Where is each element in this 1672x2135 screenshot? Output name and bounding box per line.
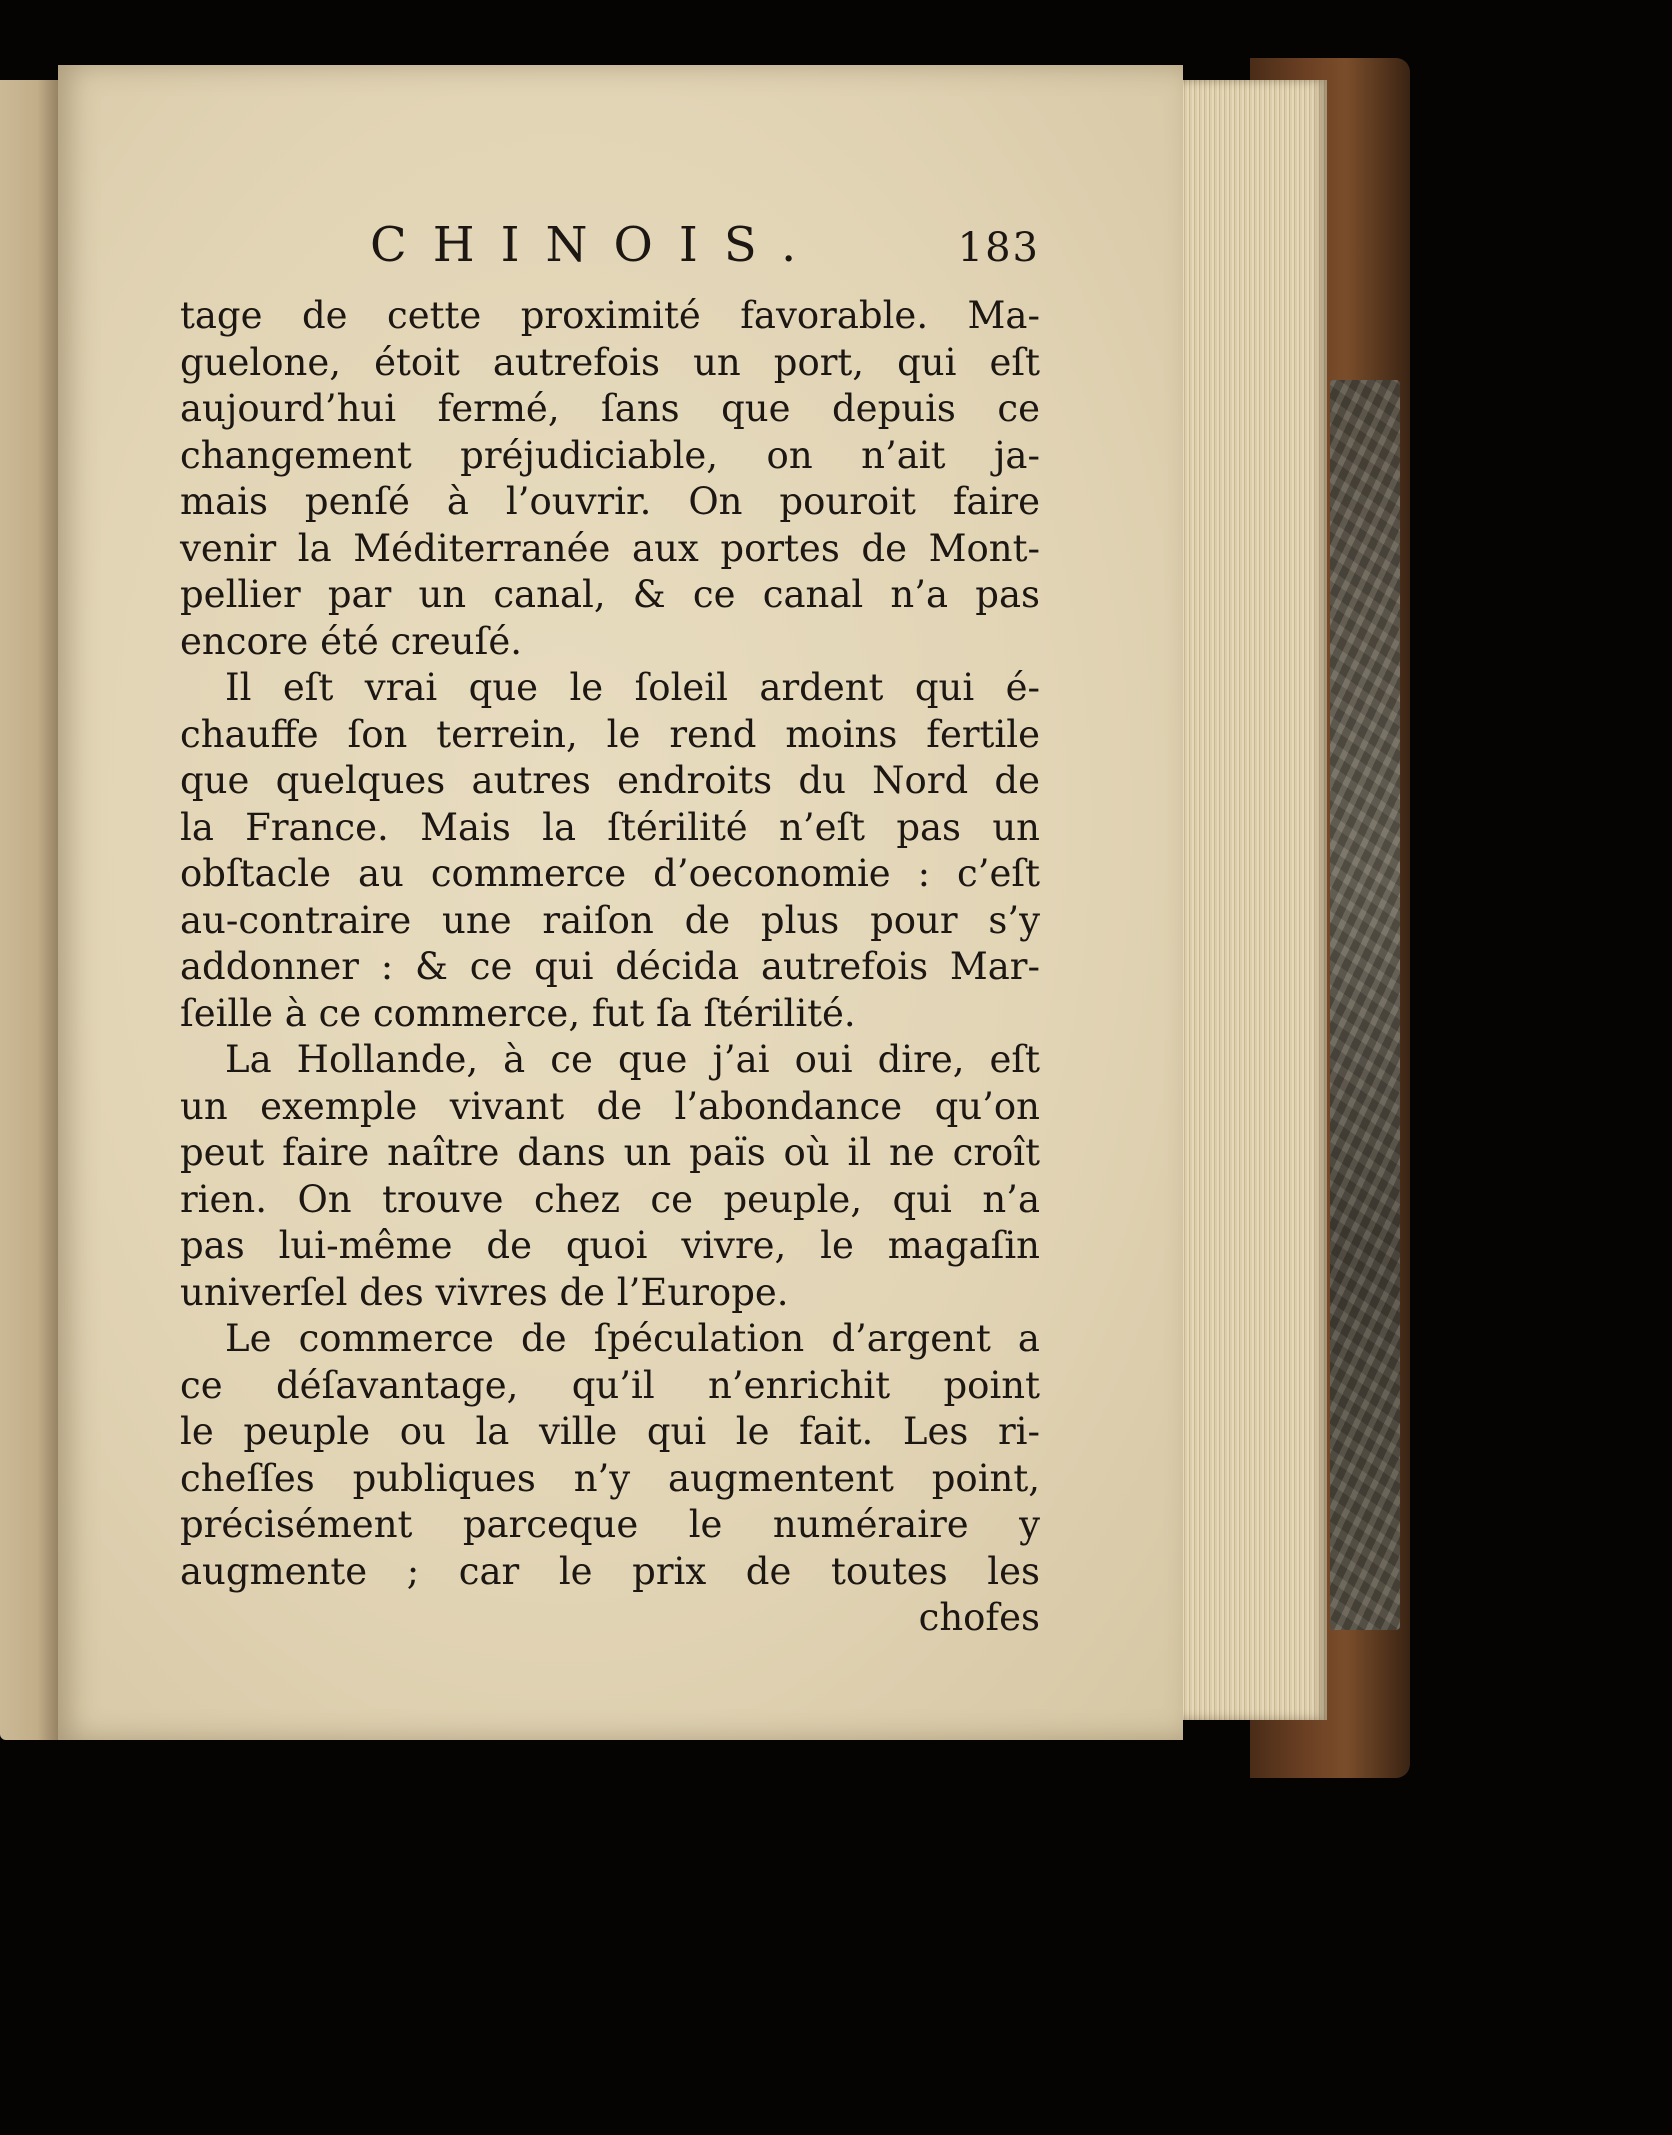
marbled-board xyxy=(1330,380,1400,1630)
text-line: augmente ; car le prix de toutes les xyxy=(180,1549,1040,1593)
text-line: au-contraire une raiſon de plus pour s’y xyxy=(180,898,1040,942)
text-line: Le commerce de ſpéculation d’argent a xyxy=(225,1317,1040,1360)
text-line: pas lui-même de quoi vivre, le magaſin xyxy=(180,1224,1040,1267)
facing-page-edge xyxy=(0,80,62,1740)
page-number: 183 xyxy=(957,225,1040,271)
text-line: obſtacle au commerce d’oeconomie : c’eſt xyxy=(180,852,1040,895)
text-line: pellier par un canal, & ce canal n’a pas xyxy=(180,573,1040,616)
page-text-block xyxy=(180,215,1040,1642)
text-line: Il eſt vrai que le ſoleil ardent qui é- xyxy=(225,666,1040,709)
text-line: addonner : & ce qui décida autrefois Mar- xyxy=(180,945,1040,988)
text-line: rien. On trouve chez ce peuple, qui n’a xyxy=(180,1177,1040,1221)
text-line: tage de cette proximité favorable. Ma- xyxy=(180,294,1040,337)
text-line: venir la Méditerranée aux portes de Mont- xyxy=(180,526,1040,570)
text-line: ce déſavantage, qu’il n’enrichit point xyxy=(180,1363,1040,1407)
text-line: univerſel des vivres de l’Europe. xyxy=(180,1270,789,1314)
running-head-title: CHINOIS. xyxy=(370,217,823,273)
text-line: chauffe ſon terrein, le rend moins fertile xyxy=(180,712,1040,756)
body-text xyxy=(180,293,1040,1595)
text-line: le peuple ou la ville qui le fait. Les ri- xyxy=(180,1410,1040,1453)
text-line: un exemple vivant de l’abondance qu’on xyxy=(180,1084,1040,1128)
text-line: que quelques autres endroits du Nord de xyxy=(180,759,1040,802)
page-block-edges xyxy=(1160,80,1327,1720)
text-line: mais penſé à l’ouvrir. On pouroit faire xyxy=(180,480,1040,523)
running-head xyxy=(180,215,1040,285)
text-line: aujourd’hui fermé, ſans que depuis ce xyxy=(180,387,1040,430)
catchword: chofes xyxy=(918,1596,1040,1639)
text-line: la France. Mais la ſtérilité n’eſt pas un xyxy=(180,805,1040,849)
text-line: changement préjudiciable, on n’ait ja- xyxy=(180,433,1040,477)
text-line: encore été creuſé. xyxy=(180,619,522,663)
text-line: ſeille à ce commerce, fut ſa ſtérilité. xyxy=(180,991,856,1035)
text-line: guelone, étoit autrefois un port, qui eſt xyxy=(180,340,1040,384)
text-line: La Hollande, à ce que j’ai oui dire, eſt xyxy=(225,1038,1040,1081)
text-line: précisément parceque le numéraire y xyxy=(180,1503,1040,1546)
text-line: cheſſes publiques n’y augmentent point, xyxy=(180,1456,1040,1500)
text-line: peut faire naître dans un païs où il ne croît xyxy=(180,1131,1040,1174)
